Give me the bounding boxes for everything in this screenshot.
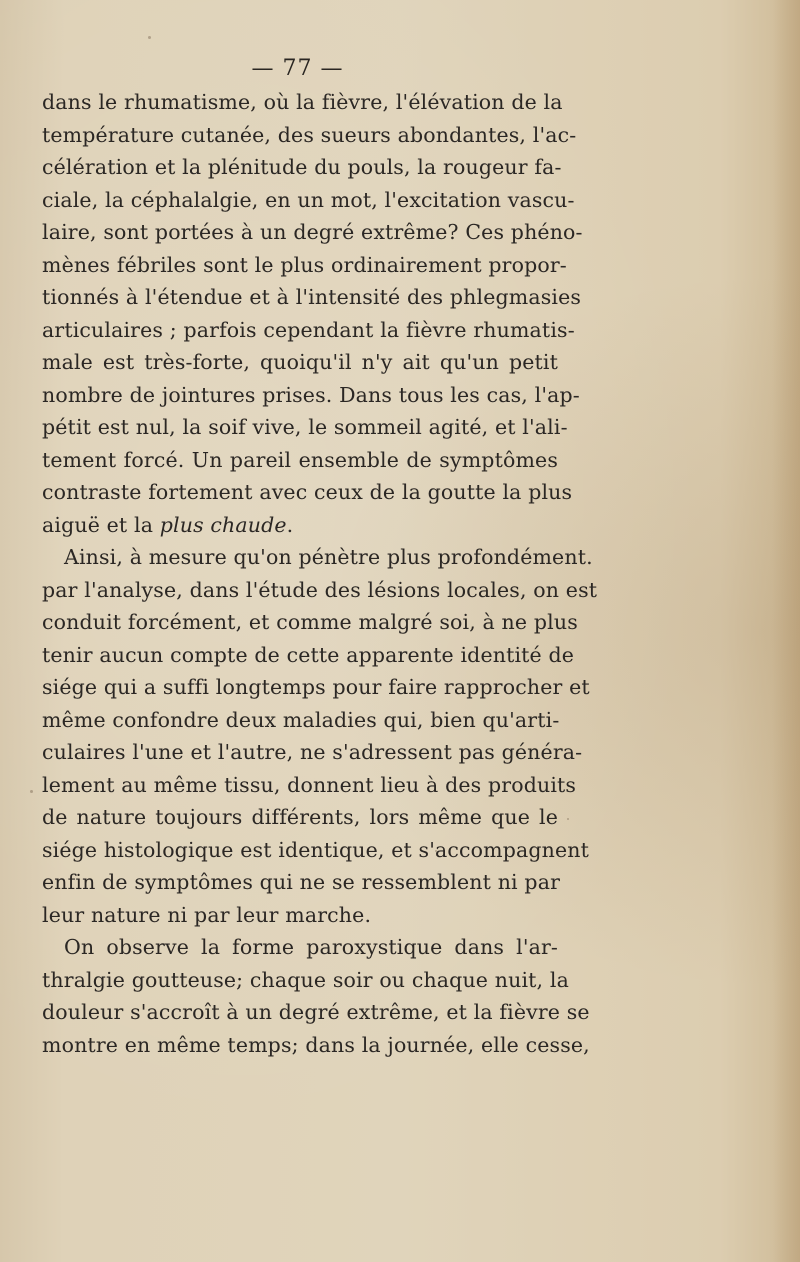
text-line: même confondre deux maladies qui, bien qu'arti-: [42, 707, 560, 732]
text-line-indented: Ainsi, à mesure qu'on pénètre plus profondément.: [64, 545, 593, 569]
text-line-last: [42, 509, 558, 542]
text-line: célération et la plénitude du pouls, la rougeur fa-: [42, 155, 562, 179]
text-line: thralgie goutteuse; chaque soir ou chaque nuit, la: [42, 967, 569, 992]
text-line: siége histologique est identique, et s'accompagnent: [42, 837, 589, 862]
body-text: [42, 86, 598, 1061]
text-line: température cutanée, des sueurs abondantes, l'ac-: [42, 122, 577, 147]
text-line: laire, sont portées à un degré extrême? Ces phéno-: [42, 220, 583, 244]
italic-phrase: plus chaude: [159, 512, 287, 537]
text-line: siége qui a suffi longtemps pour faire rapprocher et: [42, 675, 590, 699]
text-line: tenir aucun compte de cette apparente identité de: [42, 642, 575, 667]
text-line: mènes fébriles sont le plus ordinairement propor-: [42, 252, 567, 277]
text-line: male est très-forte, quoiqu'il n'y ait qu'un petit: [42, 350, 558, 374]
text-line: lement au même tissu, donnent lieu à des produits: [42, 772, 577, 797]
text-line: pétit est nul, la soif vive, le sommeil agité, et l'ali-: [42, 415, 568, 439]
text-line: douleur s'accroît à un degré extrême, et la fièvre se: [42, 1000, 590, 1024]
text-line: tement forcé. Un pareil ensemble de symptômes: [42, 447, 558, 472]
page-edge-shading: [772, 0, 800, 1262]
text-line: tionnés à l'étendue et à l'intensité des phlegmasies: [42, 285, 582, 309]
page-number: — 77 —: [251, 56, 344, 81]
paper-speck: [567, 818, 569, 820]
text-line: ciale, la céphalalgie, en un mot, l'excitation vascu-: [42, 187, 575, 212]
text-run: aiguë et la: [42, 512, 160, 537]
text-run: .: [286, 512, 294, 537]
text-line-indented: On observe la forme paroxystique dans l'ar-: [64, 935, 558, 959]
text-line: nombre de jointures prises. Dans tous les cas, l'ap-: [42, 382, 580, 407]
text-line: dans le rhumatisme, où la fièvre, l'élévation de la: [42, 90, 563, 114]
text-line: montre en même temps; dans la journée, elle cesse,: [42, 1032, 590, 1057]
text-line: articulaires ; parfois cependant la fièvre rhumatis-: [42, 317, 575, 342]
text-line: culaires l'une et l'autre, ne s'adressent pas généra-: [42, 740, 583, 764]
text-line: par l'analyse, dans l'étude des lésions locales, on est: [42, 577, 598, 602]
text-line: de nature toujours différents, lors même que le: [42, 805, 558, 829]
text-line: conduit forcément, et comme malgré soi, à ne plus: [42, 610, 578, 634]
text-line-last: leur nature ni par leur marche.: [42, 902, 372, 927]
paper-speck: [148, 36, 151, 39]
paper-speck: [30, 790, 33, 793]
text-line: enfin de symptômes qui ne se ressemblent ni par: [42, 870, 561, 894]
text-line: contraste fortement avec ceux de la goutte la plus: [42, 480, 573, 504]
